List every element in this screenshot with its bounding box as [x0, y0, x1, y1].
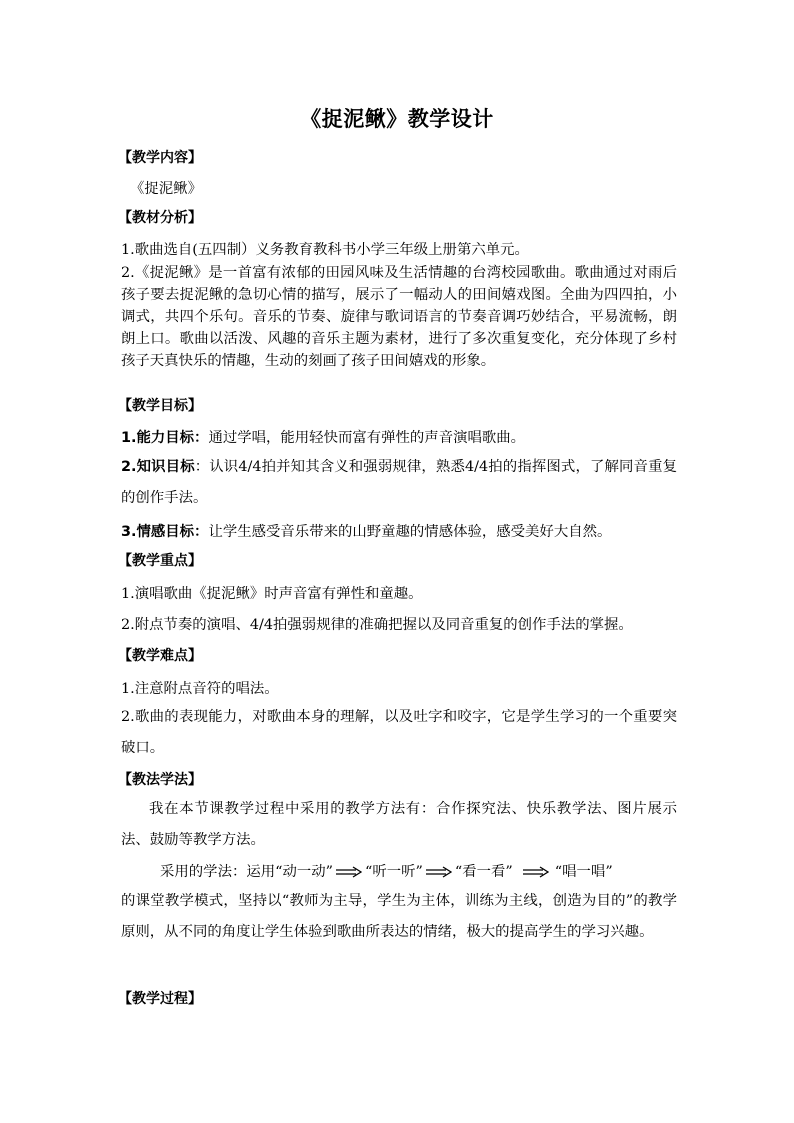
goal-ability-label: 1.能力目标：	[121, 430, 209, 446]
double-line-right-arrow-icon	[336, 866, 362, 878]
goal-knowledge	[121, 452, 677, 514]
heading-key-points: 【教学重点】	[118, 553, 202, 569]
methods-paragraph-2-rest: 的课堂教学模式，坚持以“教师为主导，学生为主体，训练为主线，创造为目的”的教学原则，从不同的角度让学生体验到歌曲所表达的情绪，极大的提高学生的学习兴趣。	[121, 893, 677, 940]
heading-teaching-content: 【教学内容】	[118, 150, 202, 166]
double-line-right-arrow-icon	[426, 866, 452, 878]
document-title: 《捉泥鳅》教学设计	[300, 107, 494, 131]
learning-method-step-2: “听一听”	[365, 864, 423, 880]
double-line-right-arrow-icon	[523, 866, 549, 878]
heading-methods: 【教法学法】	[118, 772, 202, 788]
goal-emotion	[121, 520, 681, 541]
heading-teaching-process: 【教学过程】	[118, 991, 202, 1007]
heading-material-analysis: 【教材分析】	[118, 210, 202, 226]
goal-emotion-label: 3.情感目标：	[121, 524, 209, 540]
key-point-2: 2.附点节奏的演唱、4/4拍强弱规律的准确把握以及同音重复的创作手法的掌握。	[121, 617, 633, 633]
material-analysis-item-2: 2.《捉泥鳅》是一首富有浓郁的田园风味及生活情趣的台湾校园歌曲。歌曲通过对雨后孩子要去捉泥鳅的急切心情的描写，展示了一幅动人的田间嬉戏图。全曲为四四拍，小调式，共四个乐句。音乐的节奏、旋律与歌词语言的节奏音调巧妙结合，平易流畅，朗朗上口。歌曲以活泼、风趣的音乐主题为素材，进行了多次重复变化，充分体现了乡村孩子天真快乐的情趣，生动的刻画了孩子田间嬉戏的形象。	[121, 265, 677, 369]
learning-method-step-4: “唱一唱”	[554, 864, 613, 880]
key-point-1: 1.演唱歌曲《捉泥鳅》时声音富有弹性和童趣。	[121, 586, 423, 602]
learning-method-step-3: “看一看”	[454, 864, 513, 880]
goal-knowledge-text: ：认识4/4拍并知其含义和强弱规律，熟悉4/4拍的指挥图式，了解同音重复的创作手法。	[121, 459, 678, 506]
goal-ability	[121, 426, 681, 447]
methods-paragraph-1: 我在本节课教学过程中采用的教学方法有：合作探究法、快乐教学法、图片展示法、鼓励等教学方法。	[121, 801, 677, 848]
heading-difficulties: 【教学难点】	[118, 648, 202, 664]
material-analysis-item-1: 1.歌曲选自(五四制）义务教育教科书小学三年级上册第六单元。	[121, 242, 529, 258]
goal-ability-text: 通过学唱，能用轻快而富有弹性的声音演唱歌曲。	[208, 430, 526, 446]
difficulty-2: 2.歌曲的表现能力，对歌曲本身的理解，以及吐字和咬字，它是学生学习的一个重要突破口。	[121, 709, 677, 756]
goal-knowledge-label: 2.知识目标	[121, 459, 195, 475]
teaching-content-text: 《捉泥鳅》	[130, 181, 202, 197]
learning-method-step-1: 采用的学法：运用“动一动”	[160, 864, 334, 880]
heading-teaching-goals: 【教学目标】	[118, 398, 202, 414]
methods-paragraph-2-lead	[160, 860, 720, 881]
goal-emotion-text: 让学生感受音乐带来的山野童趣的情感体验，感受美好大自然。	[208, 524, 612, 540]
difficulty-1: 1.注意附点音符的唱法。	[121, 681, 279, 697]
